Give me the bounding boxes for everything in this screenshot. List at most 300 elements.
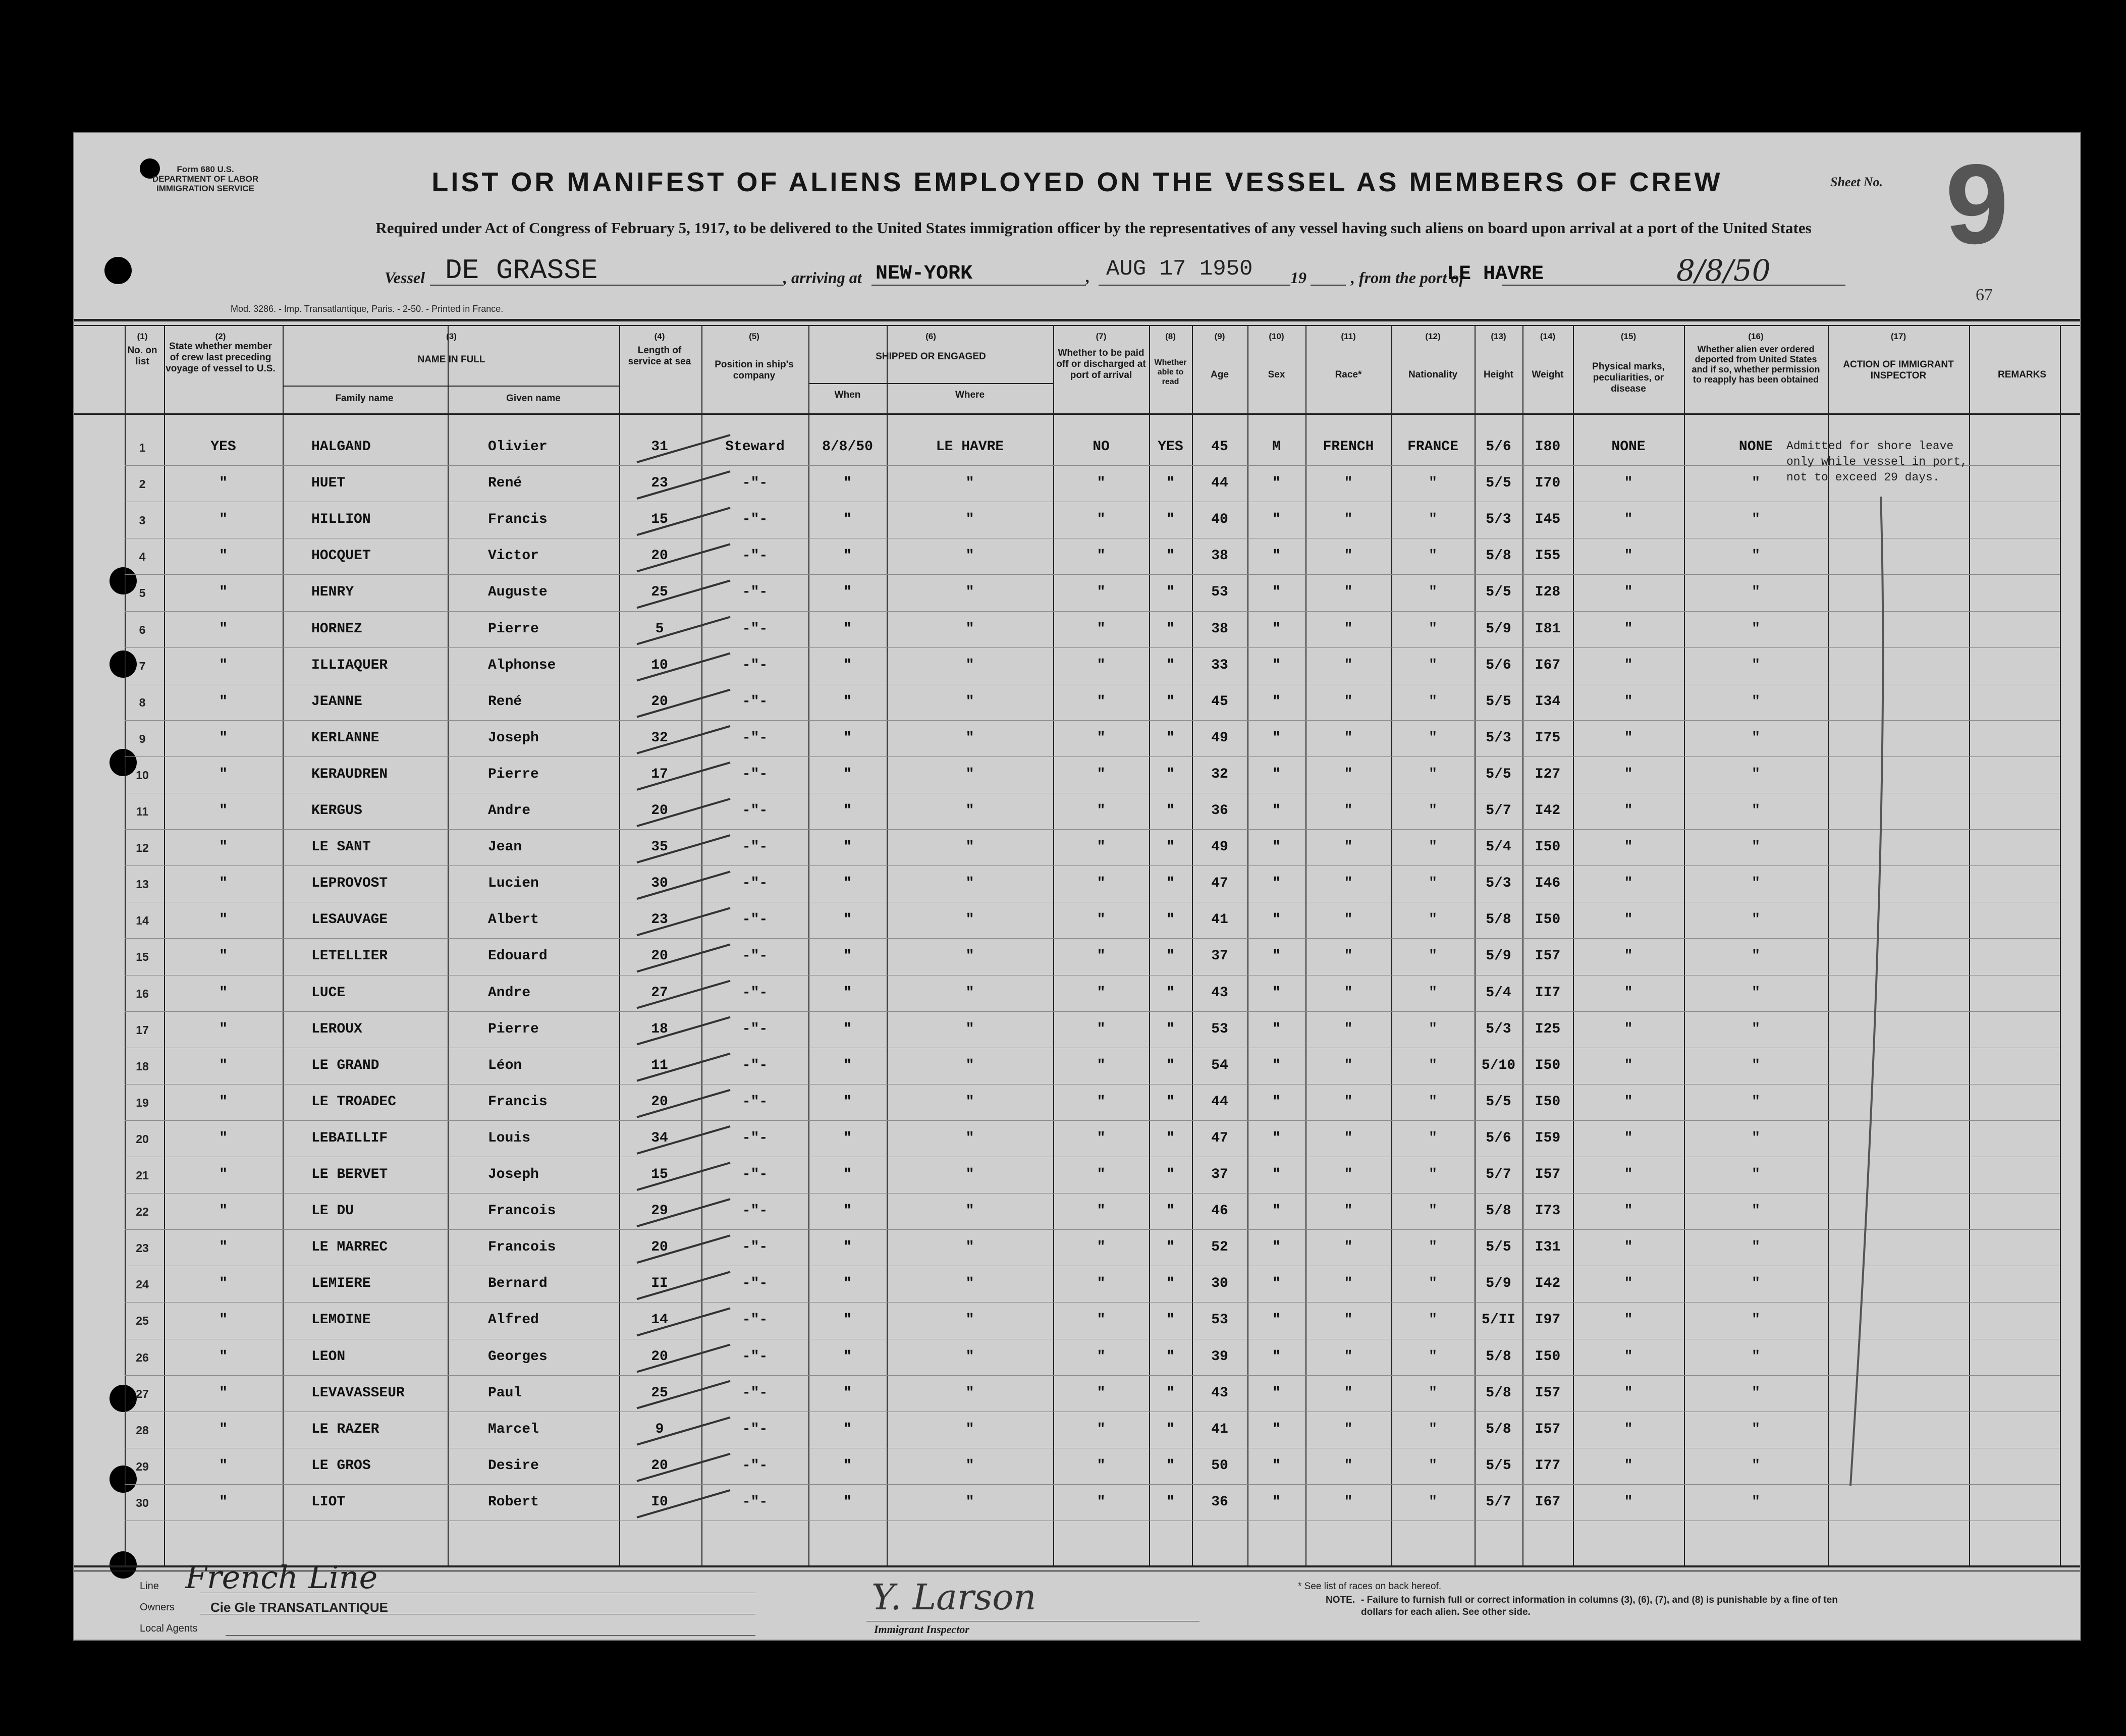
cell-deported: " (1752, 1385, 1760, 1401)
cell-deported: " (1752, 912, 1760, 928)
cell-read: " (1166, 985, 1175, 1001)
cell-race: " (1344, 803, 1353, 819)
cell-sex: " (1272, 512, 1281, 528)
cell-given: Joseph (488, 1167, 539, 1182)
cell-marks: " (1624, 584, 1633, 601)
cell-given: Léon (488, 1057, 522, 1073)
cell-sex: " (1272, 1276, 1281, 1292)
cell-position: -"- (742, 1457, 768, 1474)
cell-prev: " (219, 912, 228, 928)
arrival-date-stamp: AUG 17 1950 (1106, 256, 1253, 282)
cell-prev: " (219, 766, 228, 782)
cell-nationality: " (1429, 693, 1437, 710)
inspector-label: Immigrant Inspector (874, 1623, 969, 1636)
cell-family: LESAUVAGE (311, 912, 388, 928)
cell-marks: " (1624, 803, 1633, 819)
cell-prev: " (219, 548, 228, 564)
row-number: 1 (139, 441, 146, 454)
cell-sex: " (1272, 1057, 1281, 1073)
cell-where: " (965, 512, 974, 528)
cell-when: " (843, 1312, 852, 1328)
row-number: 6 (139, 623, 146, 636)
cell-nationality: " (1429, 839, 1437, 855)
cell-paid: " (1097, 912, 1106, 928)
cell-marks: " (1624, 839, 1633, 855)
cell-paid: " (1097, 512, 1106, 528)
cell-when: " (843, 985, 852, 1001)
cell-nationality: " (1429, 730, 1437, 746)
cell-paid: " (1097, 1057, 1106, 1073)
cell-when: " (843, 1130, 852, 1146)
cell-prev: " (219, 584, 228, 601)
tick-mark (637, 690, 730, 717)
cell-paid: " (1097, 657, 1106, 673)
cell-read: " (1166, 839, 1175, 855)
cell-age: 53 (1211, 1312, 1228, 1328)
cell-read: " (1166, 1276, 1175, 1292)
cell-service: 9 (655, 1421, 664, 1437)
tick-mark (637, 1454, 730, 1481)
cell-family: LEPROVOST (311, 876, 388, 892)
cell-read: " (1166, 584, 1175, 601)
form-id: Form 680 U.S. DEPARTMENT OF LABOR IMMIGRATION SERVICE (152, 165, 259, 193)
cell-family: JEANNE (311, 693, 362, 710)
cell-marks: " (1624, 766, 1633, 782)
cell-service: 5 (655, 621, 664, 637)
cell-family: LE MARREC (311, 1239, 388, 1256)
cell-marks: " (1624, 1457, 1633, 1474)
cell-given: Desire (488, 1457, 539, 1474)
cell-position: -"- (742, 1167, 768, 1182)
cell-family: HOCQUET (311, 548, 371, 564)
cell-position: -"- (742, 1348, 768, 1365)
cell-age: 39 (1211, 1348, 1228, 1365)
cell-weight: I57 (1535, 1421, 1561, 1437)
cell-position: -"- (742, 1494, 768, 1510)
cell-nationality: " (1429, 1203, 1437, 1219)
cell-prev: " (219, 1021, 228, 1037)
row-number: 19 (136, 1096, 149, 1109)
cell-given: Marcel (488, 1421, 539, 1437)
cell-family: HUET (311, 475, 346, 492)
row-number: 27 (136, 1387, 149, 1400)
row-number: 22 (136, 1205, 149, 1219)
cell-service: 20 (651, 1457, 668, 1474)
cell-family: LE BERVET (311, 1167, 388, 1182)
cell-age: 45 (1211, 439, 1228, 455)
cell-race: " (1344, 876, 1353, 892)
cell-marks: " (1624, 548, 1633, 564)
cell-nationality: " (1429, 584, 1437, 601)
row-number: 8 (139, 695, 146, 709)
note-label: NOTE. (1326, 1595, 1355, 1605)
cell-prev: " (219, 1385, 228, 1401)
line-value: French Line (185, 1559, 378, 1596)
cell-age: 52 (1211, 1239, 1228, 1256)
cell-read: " (1166, 1348, 1175, 1365)
cell-nationality: " (1429, 766, 1437, 782)
cell-race: " (1344, 839, 1353, 855)
cell-family: LEBAILLIF (311, 1130, 388, 1146)
cell-sex: M (1272, 439, 1281, 455)
manifest-sheet: Form 680 U.S. DEPARTMENT OF LABOR IMMIGRATION SERVICE LIST OR MANIFEST OF ALIENS EMPLOYED ON THE VESSEL AS MEMBERS OF CREW Sheet No. 9 Required under Act of Congress of February 5, 1917, to be delivered to the United States immigration officer by the representatives of any vessel having such aliens on board upon arrival at a port of the United States Vessel DE GRASSE , arriving at NEW-YORK , AUG 17 1950 19 , from the port of LE HAVRE 8/8/50 Mod. 3286. - Imp. Transatlantique, Paris. - 2-50. - Printed in France. 67 (1) No. on list (2) State whether member of crew last preceding voyage of vessel to U.S. (3) NAME IN FULL Family name Given name (4) Length of service at sea (5) Position in ship's company (6) SHIPPED OR ENGAGED When Where (7) Whether to be paid off or discharged at port of arrival (8) Whether able to read (9) Age (10) Sex (11) Race* (12) Nationality (13) Height (14) Weight (15) Physical marks, peculiarities, or disease (16) Whether alien ever ordered deported from United States and if so, whether permission to reapply has been obtained (17) ACTION OF IMMIGRANT INSPECTOR REMARKS 1 YES HALGAND Olivier 31 Steward 8/8/50 LE HAVRE NO YES 45 M FRENCH FRANCE 5/6 I80 NONE NONE 2 " HUET René 23 -"- " " " " 44 " " " 5/5 I70 " " 3 " HILLION Francis 15 -"- " " " " 40 " " " 5/3 I45 " " 4 " HOCQUET Victor 20 -"- " " " " 38 " " " 5/8 I55 " " 5 " HENRY Auguste 25 -"- " " " " 53 " " " 5/5 I28 " " 6 " HORNEZ Pierre 5 -"- " " " " 38 " " " 5/9 I81 " " 7 " ILLIAQUER Alphonse 10 -"- " " " " 33 " " " 5/6 I67 " " 8 " JEANNE René 20 -"- " " " " 45 " " " 5/5 I34 " " 9 " KERLANNE Joseph 32 -"- " " " " 49 " " " 5/3 I75 " " 10 " KERAUDREN Pierre 17 -"- " " " " 32 " " " 5/5 I27 " " 11 " KERGUS Andre 20 -"- " " " " 36 " " " 5/7 I42 " " 12 " LE SANT Jean 35 -"- " " " " 49 " " " 5/4 I50 " " 13 " LEPROVOST Lucien 30 -"- " " " " 47 " " " 5/3 I46 " " 14 " LESAUVAGE Albert 23 -"- " " " " 41 " " " 5/8 I50 " " 15 " LETELLIER Edouard 20 -"- " " " " 37 " " " 5/9 I57 " " 16 " LUCE Andre 27 -"- " " " " 43 " " " 5/4 II7 " " 17 " LEROUX Pierre 18 -"- " " " " 53 " " " 5/3 I25 " " 18 " LE GRAND Léon 11 -"- " " " " 54 " " " 5/10 I50 " " 19 " LE TROADEC Francis 20 -"- " " " " 44 " " " 5/5 I50 " " 20 " LEBAILLIF Louis 34 -"- " " " " 47 " " " 5/6 I59 " " 21 " LE BERVET Joseph 15 -"- " " " " 37 " " " 5/7 I57 " " 22 " LE DU Francois 29 -"- " " " " 46 " " " 5/8 I73 " " 23 " LE MARREC Francois 20 -"- " " " " 52 " " " 5/5 I31 " " 24 " LEMIERE Bernard II -"- " " " " 30 " " " 5/9 I42 " " 25 " LEMOINE Alfred 14 -"- " " " " 53 " " " 5/II I97 " " 26 " LEON Georges 20 -"- " " " " 39 " " " 5/8 I50 " " 27 " LEVAVASSEUR Paul 25 -"- " " " " 43 " " " 5/8 I57 " " 28 " LE RAZER Marcel 9 -"- " " " " 41 " " " 5/8 I57 " " 29 " LE GROS Desire 20 -"- " " " " 50 " " " 5/5 I77 " " 30 " LIOT Robert I0 -"- " " " " 36 " " " 5/7 I67 " " Admitted for shore leave only while vessel in port, not to exceed 29 days. Line French Line Owners Cie Gle TRANSATLANTIQUE Local Agents Y. Larson Immigrant Inspector * See list of races on back hereof. NOTE. - Failure to furnish full or correct information in columns (3), (6), (7), and (8) is punishable by a fine of ten dollars for each alien. See other side. (73, 132, 2081, 1641)
cell-service: 15 (651, 1167, 668, 1182)
cell-prev: " (219, 1167, 228, 1182)
page-number: 67 (1976, 286, 1993, 304)
line-label: Line (140, 1581, 159, 1592)
cell-height: 5/3 (1486, 876, 1511, 892)
cell-sex: " (1272, 985, 1281, 1001)
cell-height: 5/9 (1486, 1276, 1511, 1292)
cell-where: " (965, 1167, 974, 1182)
col-header-given-name: Given name (506, 393, 561, 404)
cell-where: LE HAVRE (936, 439, 1004, 455)
cell-height: 5/5 (1486, 584, 1511, 601)
cell-when: " (843, 1276, 852, 1292)
cell-position: -"- (742, 1203, 768, 1219)
cell-height: 5/7 (1486, 1494, 1511, 1510)
cell-age: 40 (1211, 512, 1228, 528)
cell-nationality: " (1429, 912, 1437, 928)
cell-sex: " (1272, 1385, 1281, 1401)
cell-race: " (1344, 657, 1353, 673)
cell-when: " (843, 1385, 852, 1401)
cell-service: 20 (651, 548, 668, 564)
cell-prev: " (219, 1203, 228, 1219)
cell-given: Albert (488, 912, 539, 928)
cell-service: 18 (651, 1021, 668, 1037)
cell-where: " (965, 912, 974, 928)
cell-where: " (965, 693, 974, 710)
cell-paid: " (1097, 1457, 1106, 1474)
cell-prev: " (219, 1348, 228, 1365)
cell-service: I0 (651, 1494, 668, 1510)
cell-position: -"- (742, 876, 768, 892)
year-label: 19 (1290, 268, 1306, 287)
cell-race: " (1344, 1239, 1353, 1256)
cell-family: LE SANT (311, 839, 371, 855)
cell-age: 41 (1211, 1421, 1228, 1437)
cell-race: " (1344, 730, 1353, 746)
cell-given: Alphonse (488, 657, 556, 673)
cell-where: " (965, 766, 974, 782)
cell-deported: " (1752, 1130, 1760, 1146)
cell-height: 5/8 (1486, 1348, 1511, 1365)
cell-sex: " (1272, 730, 1281, 746)
cell-position: -"- (742, 1057, 768, 1073)
cell-service: 17 (651, 766, 668, 782)
cell-deported: " (1752, 693, 1760, 710)
cell-height: 5/5 (1486, 1094, 1511, 1110)
row-number: 18 (136, 1059, 149, 1073)
tick-mark (637, 726, 730, 753)
cell-marks: " (1624, 730, 1633, 746)
cell-deported: " (1752, 876, 1760, 892)
cell-race: " (1344, 548, 1353, 564)
cell-marks: " (1624, 1385, 1633, 1401)
cell-deported: " (1752, 475, 1760, 492)
tick-mark (637, 544, 730, 571)
cell-read: " (1166, 1094, 1175, 1110)
cell-where: " (965, 1130, 974, 1146)
cell-race: " (1344, 1494, 1353, 1510)
cell-nationality: " (1429, 548, 1437, 564)
cell-where: " (965, 1021, 974, 1037)
cell-paid: " (1097, 1348, 1106, 1365)
cell-paid: " (1097, 876, 1106, 892)
cell-race: " (1344, 1312, 1353, 1328)
cell-nationality: " (1429, 803, 1437, 819)
cell-age: 32 (1211, 766, 1228, 782)
cell-read: " (1166, 1167, 1175, 1182)
tick-mark (637, 763, 730, 790)
cell-sex: " (1272, 1494, 1281, 1510)
cell-family: ILLIAQUER (311, 657, 388, 673)
cell-given: Francois (488, 1239, 556, 1256)
cell-where: " (965, 1239, 974, 1256)
tick-mark (637, 580, 730, 608)
cell-sex: " (1272, 839, 1281, 855)
cell-height: 5/8 (1486, 548, 1511, 564)
cell-position: -"- (742, 1094, 768, 1110)
cell-paid: " (1097, 1494, 1106, 1510)
cell-family: LE DU (311, 1203, 354, 1219)
cell-age: 46 (1211, 1203, 1228, 1219)
cell-age: 30 (1211, 1276, 1228, 1292)
tick-mark (637, 872, 730, 899)
cell-nationality: " (1429, 657, 1437, 673)
tick-mark (637, 1054, 730, 1081)
cell-weight: I25 (1535, 1021, 1561, 1037)
cell-weight: I34 (1535, 693, 1561, 710)
cell-given: Pierre (488, 1021, 539, 1037)
cell-when: " (843, 876, 852, 892)
cell-prev: " (219, 803, 228, 819)
cell-prev: YES (210, 439, 236, 455)
cell-height: 5/4 (1486, 839, 1511, 855)
cell-position: -"- (742, 475, 768, 492)
cell-where: " (965, 584, 974, 601)
row-number: 4 (139, 550, 146, 564)
cell-sex: " (1272, 548, 1281, 564)
cell-age: 37 (1211, 948, 1228, 964)
cell-read: " (1166, 1494, 1175, 1510)
cell-sex: " (1272, 1021, 1281, 1037)
cell-paid: " (1097, 1021, 1106, 1037)
cell-where: " (965, 1094, 974, 1110)
cell-deported: " (1752, 730, 1760, 746)
cell-race: " (1344, 1203, 1353, 1219)
cell-family: LEON (311, 1348, 346, 1365)
cell-where: " (965, 730, 974, 746)
cell-weight: I97 (1535, 1312, 1561, 1328)
cell-height: 5/3 (1486, 1021, 1511, 1037)
races-note: * See list of races on back hereof. (1298, 1581, 1442, 1592)
inspector-signature: Y. Larson (871, 1577, 1037, 1618)
cell-position: -"- (742, 985, 768, 1001)
cell-when: " (843, 1094, 852, 1110)
cell-service: 27 (651, 985, 668, 1001)
cell-prev: " (219, 1494, 228, 1510)
cell-family: LEVAVASSEUR (311, 1385, 405, 1401)
cell-race: " (1344, 621, 1353, 637)
col-header-physical-marks: Physical marks, peculiarities, or disease (1592, 361, 1665, 394)
cell-when: " (843, 1057, 852, 1073)
cell-age: 38 (1211, 548, 1228, 564)
cell-height: 5/8 (1486, 912, 1511, 928)
cell-position: -"- (742, 548, 768, 564)
tick-mark (637, 1199, 730, 1226)
cell-age: 43 (1211, 985, 1228, 1001)
departure-date: 8/8/50 (1676, 253, 1771, 288)
cell-given: Lucien (488, 876, 539, 892)
cell-race: " (1344, 912, 1353, 928)
cell-family: LEMIERE (311, 1276, 371, 1292)
cell-given: Jean (488, 839, 522, 855)
cell-age: 43 (1211, 1385, 1228, 1401)
cell-age: 38 (1211, 621, 1228, 637)
row-number: 26 (136, 1350, 149, 1364)
cell-deported: " (1752, 1021, 1760, 1037)
cell-weight: I42 (1535, 1276, 1561, 1292)
cell-given: Paul (488, 1385, 522, 1401)
tick-mark (637, 1308, 730, 1335)
cell-marks: " (1624, 1421, 1633, 1437)
cell-nationality: " (1429, 1239, 1437, 1256)
handwritten-marks (74, 133, 2080, 1640)
cell-given: Edouard (488, 948, 548, 964)
row-number: 23 (136, 1241, 149, 1255)
cell-service: 31 (651, 439, 668, 455)
row-number: 9 (139, 732, 146, 745)
cell-paid: " (1097, 985, 1106, 1001)
cell-marks: " (1624, 621, 1633, 637)
cell-when: " (843, 548, 852, 564)
cell-paid: " (1097, 839, 1106, 855)
row-number: 13 (136, 878, 149, 891)
cell-nationality: " (1429, 1385, 1437, 1401)
cell-weight: I81 (1535, 621, 1561, 637)
col-header-sex: Sex (1268, 369, 1285, 380)
cell-prev: " (219, 1421, 228, 1437)
cell-weight: I46 (1535, 876, 1561, 892)
col-header-where: Where (955, 390, 985, 400)
cell-service: 23 (651, 912, 668, 928)
row-number: 5 (139, 586, 146, 600)
cell-marks: " (1624, 1057, 1633, 1073)
cell-height: 5/4 (1486, 985, 1511, 1001)
cell-where: " (965, 948, 974, 964)
cell-service: 20 (651, 1094, 668, 1110)
row-number: 17 (136, 1023, 149, 1037)
cell-prev: " (219, 1094, 228, 1110)
cell-weight: I50 (1535, 912, 1561, 928)
cell-height: 5/5 (1486, 1457, 1511, 1474)
cell-position: -"- (742, 803, 768, 819)
cell-prev: " (219, 985, 228, 1001)
cell-position: -"- (742, 1276, 768, 1292)
cell-family: KERGUS (311, 803, 362, 819)
tick-mark (637, 1017, 730, 1045)
cell-where: " (965, 1203, 974, 1219)
cell-weight: I42 (1535, 803, 1561, 819)
tick-mark (637, 1126, 730, 1154)
cell-given: Georges (488, 1348, 548, 1365)
cell-weight: I73 (1535, 1203, 1561, 1219)
cell-height: 5/10 (1481, 1057, 1516, 1073)
cell-sex: " (1272, 475, 1281, 492)
row-number: 29 (136, 1459, 149, 1473)
cell-nationality: FRANCE (1407, 439, 1458, 455)
tick-mark (637, 1235, 730, 1263)
cell-nationality: " (1429, 475, 1437, 492)
cell-paid: " (1097, 730, 1106, 746)
cell-sex: " (1272, 803, 1281, 819)
cell-service: 29 (651, 1203, 668, 1219)
tick-mark (637, 1418, 730, 1445)
cell-weight: I67 (1535, 657, 1561, 673)
cell-family: LE RAZER (311, 1421, 379, 1437)
cell-where: " (965, 985, 974, 1001)
cell-height: 5/5 (1486, 475, 1511, 492)
cell-nationality: " (1429, 985, 1437, 1001)
cell-read: " (1166, 512, 1175, 528)
page-title: LIST OR MANIFEST OF ALIENS EMPLOYED ON THE VESSEL AS MEMBERS OF CREW (431, 167, 1723, 197)
cell-when: " (843, 512, 852, 528)
cell-marks: " (1624, 693, 1633, 710)
cell-prev: " (219, 693, 228, 710)
col-header-service: Length of service at sea (628, 345, 691, 367)
cell-service: 20 (651, 1348, 668, 1365)
cell-read: " (1166, 1312, 1175, 1328)
col-header-nationality: Nationality (1408, 369, 1458, 380)
cell-deported: " (1752, 1094, 1760, 1110)
cell-weight: I57 (1535, 948, 1561, 964)
cell-family: KERAUDREN (311, 766, 388, 782)
cell-race: " (1344, 1276, 1353, 1292)
cell-nationality: " (1429, 512, 1437, 528)
cell-paid: " (1097, 621, 1106, 637)
cell-read: " (1166, 1421, 1175, 1437)
cell-sex: " (1272, 1094, 1281, 1110)
cell-age: 53 (1211, 584, 1228, 601)
cell-marks: " (1624, 1239, 1633, 1256)
tick-mark (637, 654, 730, 681)
cell-deported: " (1752, 1239, 1760, 1256)
cell-deported: NONE (1738, 439, 1773, 455)
cell-marks: " (1624, 1203, 1633, 1219)
cell-age: 49 (1211, 839, 1228, 855)
cell-paid: " (1097, 1421, 1106, 1437)
cell-where: " (965, 621, 974, 637)
cell-prev: " (219, 948, 228, 964)
cell-given: Olivier (488, 439, 548, 455)
cell-where: " (965, 1276, 974, 1292)
col-header-previous-voyage: State whether member of crew last preceding voyage of vessel to U.S. (166, 341, 276, 374)
col-header-when: When (834, 390, 861, 400)
row-number: 15 (136, 950, 149, 964)
cell-given: René (488, 693, 522, 710)
row-number: 24 (136, 1278, 149, 1291)
cell-age: 44 (1211, 1094, 1228, 1110)
cell-age: 44 (1211, 475, 1228, 492)
cell-height: 5/3 (1486, 730, 1511, 746)
cell-height: 5/5 (1486, 766, 1511, 782)
cell-given: Andre (488, 985, 531, 1001)
cell-where: " (965, 1057, 974, 1073)
cell-age: 49 (1211, 730, 1228, 746)
tick-mark (637, 908, 730, 935)
